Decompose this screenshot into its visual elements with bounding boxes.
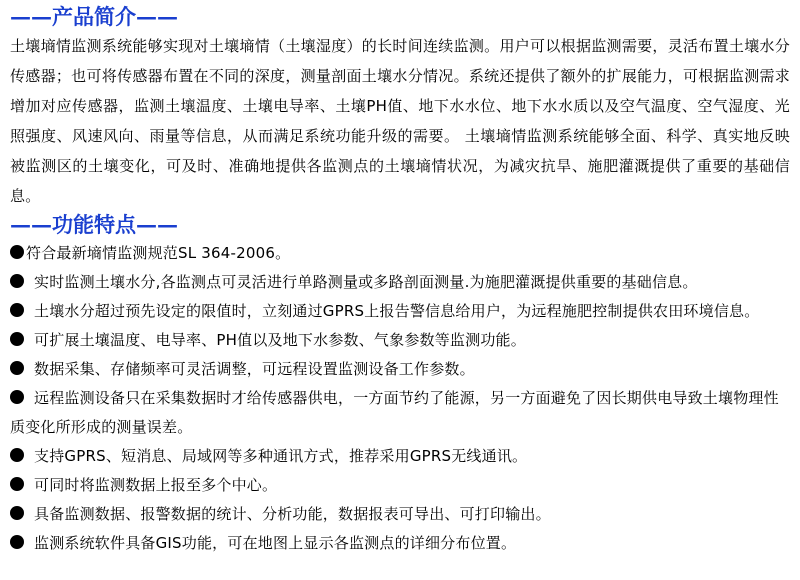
feature-item bbox=[10, 239, 790, 268]
bullet-icon bbox=[10, 361, 24, 375]
bullet-icon bbox=[10, 274, 24, 288]
features-heading: ——功能特点—— bbox=[10, 212, 178, 237]
bullet-icon bbox=[10, 448, 24, 462]
feature-text: 符合最新墒情监测规范SL 364-2006。 bbox=[26, 244, 291, 262]
feature-item bbox=[10, 268, 790, 297]
bullet-icon bbox=[10, 390, 24, 404]
bullet-icon bbox=[10, 245, 24, 259]
feature-item bbox=[10, 384, 790, 442]
feature-text: 可扩展土壤温度、电导率、PH值以及地下水参数、气象参数等监测功能。 bbox=[34, 331, 526, 349]
bullet-icon bbox=[10, 477, 24, 491]
intro-heading: ——产品简介—— bbox=[10, 4, 178, 29]
feature-item bbox=[10, 500, 790, 529]
feature-text: 数据采集、存储频率可灵活调整，可远程设置监测设备工作参数。 bbox=[34, 360, 475, 378]
feature-item bbox=[10, 326, 790, 355]
features-list bbox=[10, 239, 790, 558]
bullet-icon bbox=[10, 303, 24, 317]
feature-text: 远程监测设备只在采集数据时才给传感器供电，一方面节约了能源，另一方面避免了因长期供电导致土壤物理性质变化所形成的测量误差。 bbox=[10, 389, 779, 436]
feature-text: 具备监测数据、报警数据的统计、分析功能，数据报表可导出、可打印输出。 bbox=[34, 505, 551, 523]
feature-item bbox=[10, 471, 790, 500]
feature-item bbox=[10, 442, 790, 471]
feature-text: 监测系统软件具备GIS功能，可在地图上显示各监测点的详细分布位置。 bbox=[34, 534, 517, 552]
bullet-icon bbox=[10, 535, 24, 549]
feature-text: 可同时将监测数据上报至多个中心。 bbox=[34, 476, 278, 494]
bullet-icon bbox=[10, 506, 24, 520]
feature-item bbox=[10, 355, 790, 384]
feature-item bbox=[10, 297, 790, 326]
feature-text: 实时监测土壤水分,各监测点可灵活进行单路测量或多路剖面测量.为施肥灌溉提供重要的基础信息。 bbox=[34, 273, 698, 291]
feature-text: 支持GPRS、短消息、局域网等多种通讯方式，推荐采用GPRS无线通讯。 bbox=[34, 447, 528, 465]
bullet-icon bbox=[10, 332, 24, 346]
feature-text: 土壤水分超过预先设定的限值时，立刻通过GPRS上报告警信息给用户，为远程施肥控制提供农田环境信息。 bbox=[34, 302, 760, 320]
feature-item bbox=[10, 529, 790, 558]
intro-paragraph: 土壤墒情监测系统能够实现对土壤墒情（土壤湿度）的长时间连续监测。用户可以根据监测需要，灵活布置土壤水分传感器；也可将传感器布置在不同的深度，测量剖面土壤水分情况。系统还提供了额外的扩展能力，可根据监测需求增加对应传感器，监测土壤温度、土壤电导率、土壤PH值、地下水水位、地下水水质以及空气温度、空气湿度、光照强度、风速风向、雨量等信息，从而满足系统功能升级的需要。 土壤墒情监测系统能够全面、科学、真实地反映被监测区的土壤变化，可及时、准确地提供各监测点的土壤墒情状况，为减灾抗旱、施肥灌溉提供了重要的基础信息。 bbox=[10, 37, 790, 205]
